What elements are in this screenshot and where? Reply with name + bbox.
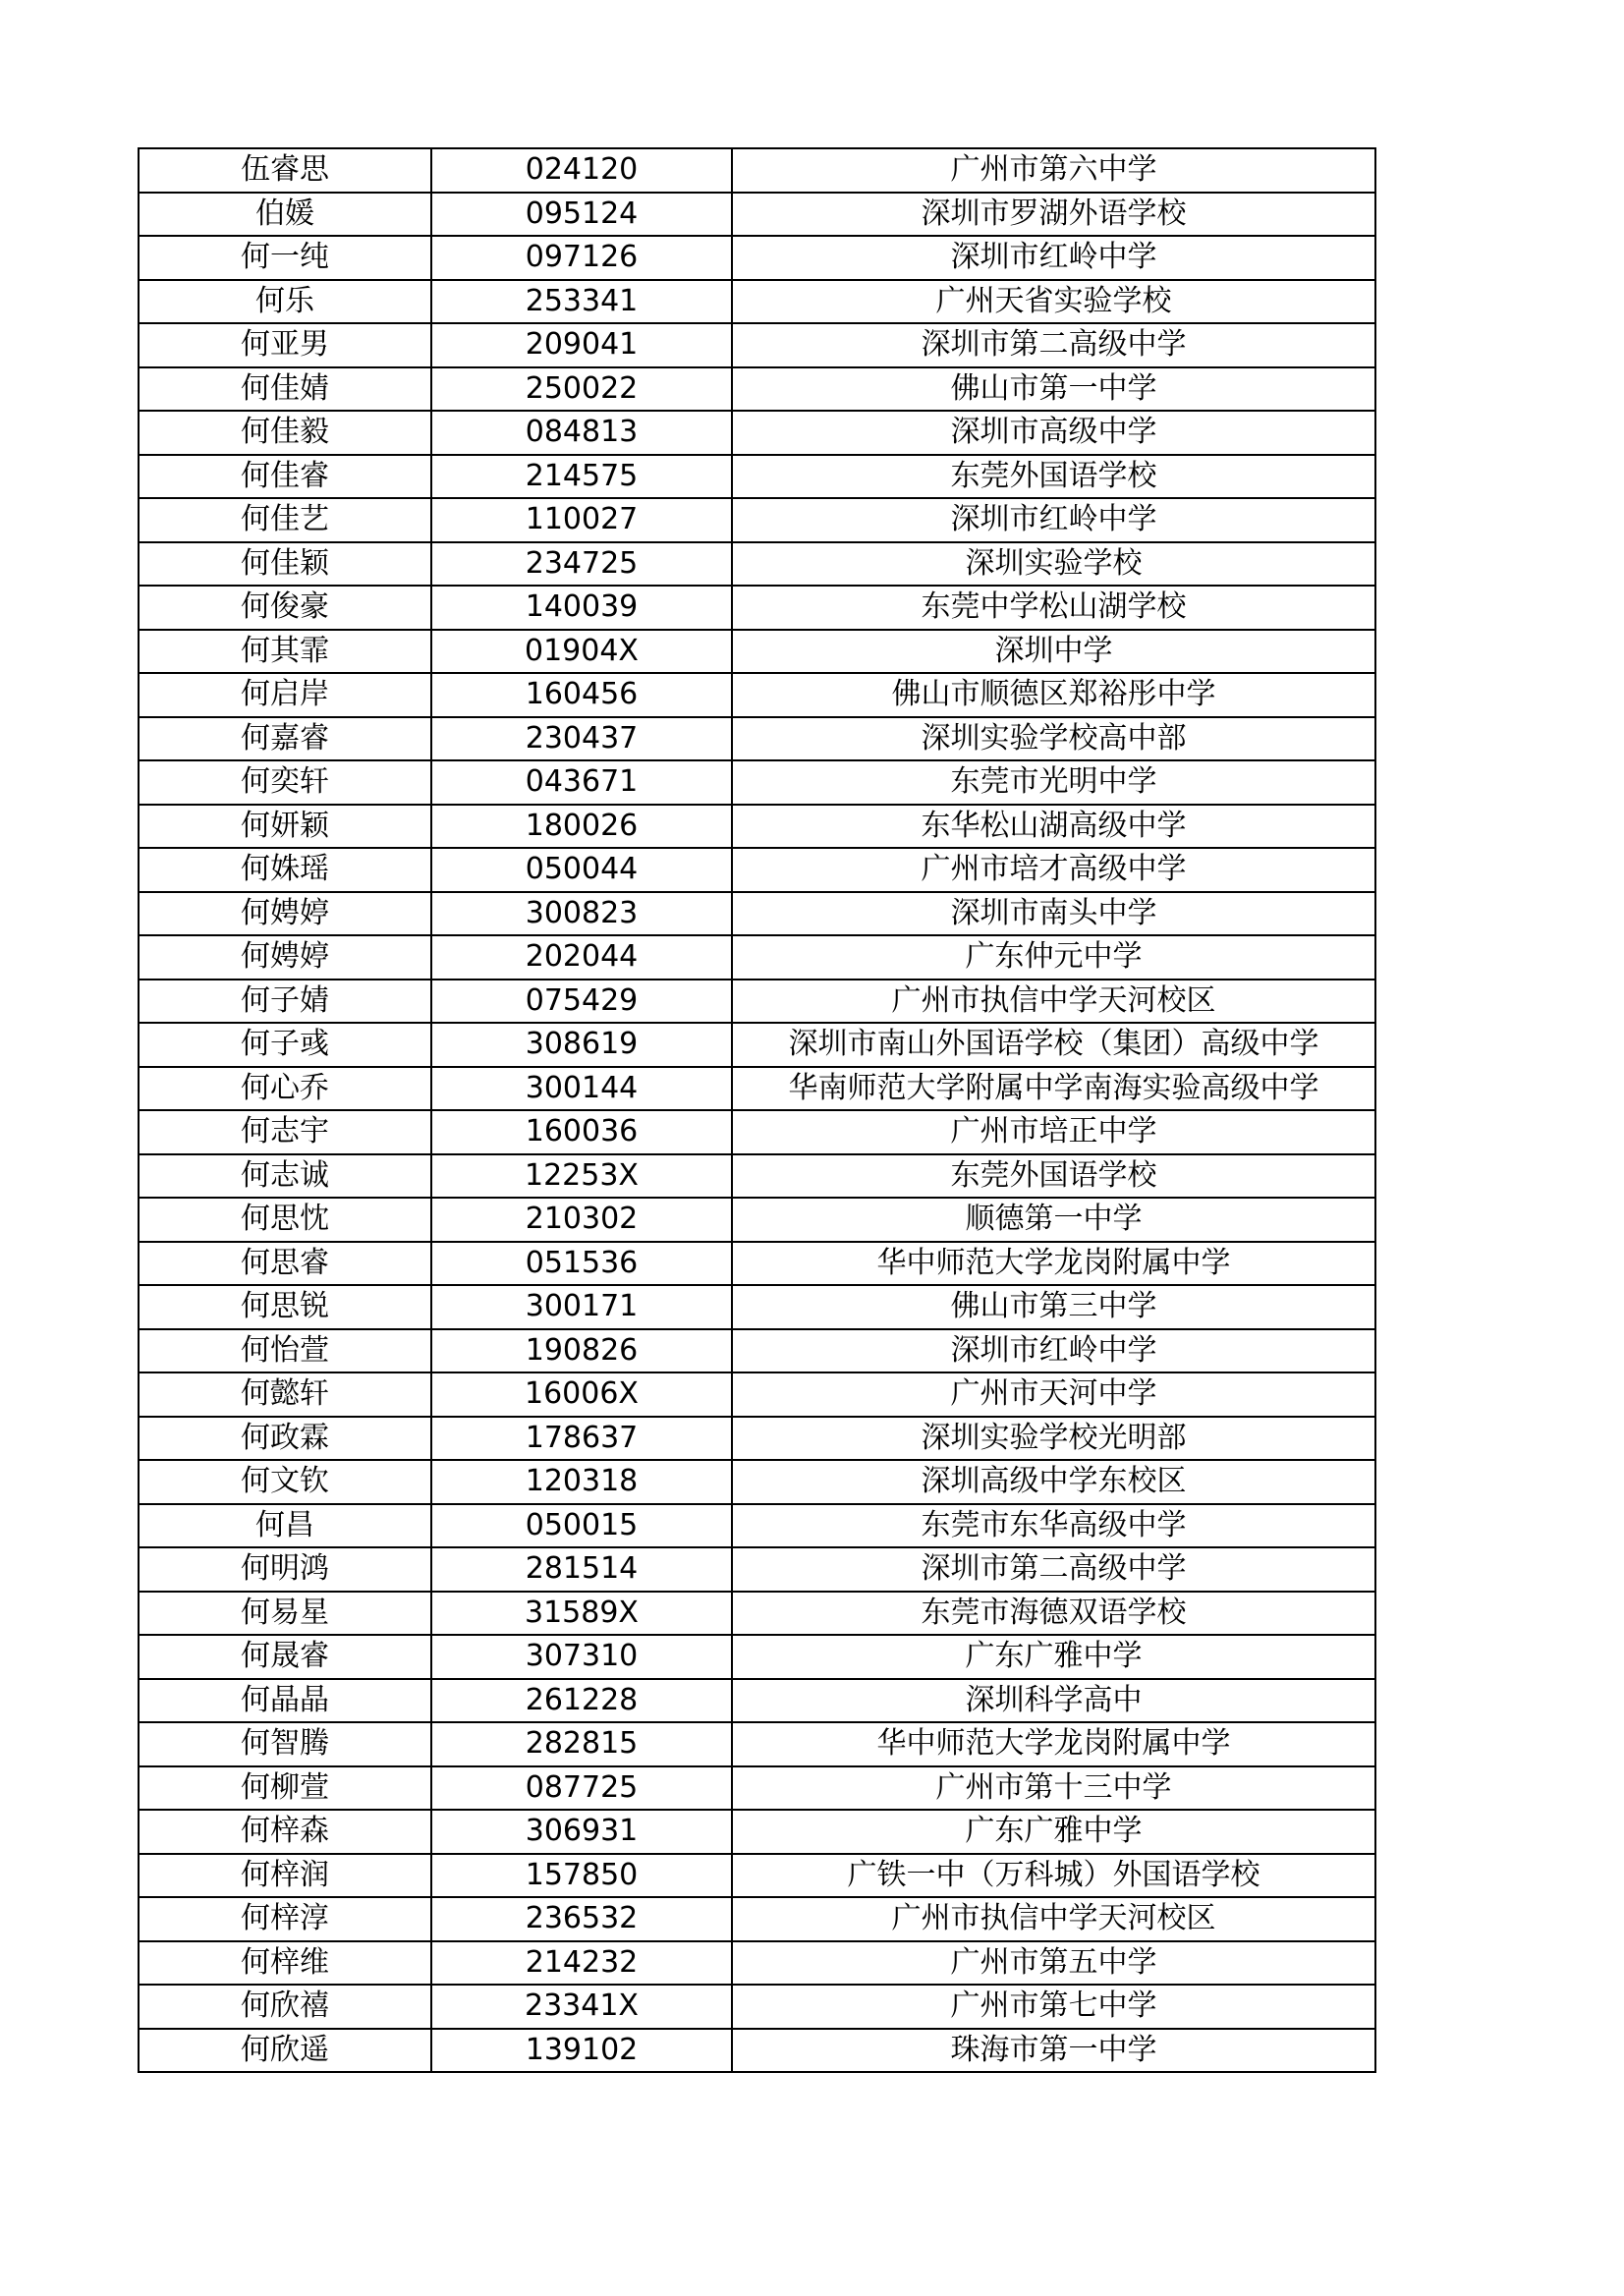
school-name-cell: 广州市天河中学	[732, 1372, 1375, 1417]
student-id-cell: 23341X	[431, 1985, 732, 2029]
student-name-cell: 伍睿思	[139, 148, 431, 193]
student-id-cell: 281514	[431, 1547, 732, 1592]
student-name-cell: 何佳婧	[139, 367, 431, 412]
student-name-cell: 何俊豪	[139, 586, 431, 630]
student-name-cell: 何欣遥	[139, 2029, 431, 2073]
table-row	[139, 236, 1375, 280]
student-name-cell: 何启岸	[139, 673, 431, 717]
school-name-cell: 东莞市东华高级中学	[732, 1504, 1375, 1548]
table-row	[139, 411, 1375, 455]
student-id-cell: 050015	[431, 1504, 732, 1548]
school-name-cell: 华中师范大学龙岗附属中学	[732, 1242, 1375, 1286]
student-name-cell: 何一纯	[139, 236, 431, 280]
student-name-cell: 何思锐	[139, 1285, 431, 1329]
school-name-cell: 东莞外国语学校	[732, 455, 1375, 499]
school-name-cell: 深圳市红岭中学	[732, 1329, 1375, 1373]
student-id-cell: 097126	[431, 236, 732, 280]
school-name-cell: 广州市第七中学	[732, 1985, 1375, 2029]
student-name-cell: 何佳艺	[139, 498, 431, 542]
student-name-cell: 何思忱	[139, 1198, 431, 1242]
table-row	[139, 2029, 1375, 2073]
table-row	[139, 1110, 1375, 1154]
student-id-cell: 210302	[431, 1198, 732, 1242]
school-name-cell: 东莞中学松山湖学校	[732, 586, 1375, 630]
student-id-cell: 043671	[431, 760, 732, 805]
table-row	[139, 760, 1375, 805]
student-id-cell: 236532	[431, 1897, 732, 1941]
table-row	[139, 1329, 1375, 1373]
student-name-cell: 何志宇	[139, 1110, 431, 1154]
school-name-cell: 广州天省实验学校	[732, 280, 1375, 324]
student-id-cell: 084813	[431, 411, 732, 455]
student-name-cell: 何梓润	[139, 1854, 431, 1898]
student-name-cell: 何娉婷	[139, 935, 431, 980]
student-id-cell: 16006X	[431, 1372, 732, 1417]
student-id-cell: 139102	[431, 2029, 732, 2073]
school-name-cell: 深圳实验学校光明部	[732, 1417, 1375, 1461]
table-row	[139, 1592, 1375, 1636]
table-row	[139, 1679, 1375, 1723]
student-id-cell: 300823	[431, 892, 732, 936]
student-name-cell: 何易星	[139, 1592, 431, 1636]
table-row	[139, 1985, 1375, 2029]
table-row	[139, 1067, 1375, 1111]
student-name-cell: 何奕轩	[139, 760, 431, 805]
student-id-cell: 253341	[431, 280, 732, 324]
school-name-cell: 深圳市红岭中学	[732, 236, 1375, 280]
student-name-cell: 何姝瑶	[139, 848, 431, 892]
roster-table-body	[139, 148, 1375, 2072]
student-name-cell: 何乐	[139, 280, 431, 324]
student-name-cell: 何懿轩	[139, 1372, 431, 1417]
student-name-cell: 何子婧	[139, 980, 431, 1024]
student-id-cell: 234725	[431, 542, 732, 587]
table-row	[139, 148, 1375, 193]
school-name-cell: 广东广雅中学	[732, 1635, 1375, 1679]
table-row	[139, 1285, 1375, 1329]
student-name-cell: 何佳颖	[139, 542, 431, 587]
school-name-cell: 东莞外国语学校	[732, 1154, 1375, 1199]
student-name-cell: 何昌	[139, 1504, 431, 1548]
school-name-cell: 深圳科学高中	[732, 1679, 1375, 1723]
student-name-cell: 何政霖	[139, 1417, 431, 1461]
student-id-cell: 307310	[431, 1635, 732, 1679]
student-name-cell: 伯媛	[139, 193, 431, 237]
school-name-cell: 华中师范大学龙岗附属中学	[732, 1722, 1375, 1766]
table-row	[139, 1154, 1375, 1199]
student-name-cell: 何晶晶	[139, 1679, 431, 1723]
school-name-cell: 佛山市第一中学	[732, 367, 1375, 412]
table-row	[139, 1460, 1375, 1504]
student-id-cell: 261228	[431, 1679, 732, 1723]
school-name-cell: 深圳市高级中学	[732, 411, 1375, 455]
school-name-cell: 广州市第六中学	[732, 148, 1375, 193]
table-row	[139, 848, 1375, 892]
student-name-cell: 何佳毅	[139, 411, 431, 455]
student-id-cell: 202044	[431, 935, 732, 980]
school-name-cell: 广州市执信中学天河校区	[732, 1897, 1375, 1941]
school-name-cell: 东莞市海德双语学校	[732, 1592, 1375, 1636]
student-id-cell: 157850	[431, 1854, 732, 1898]
school-name-cell: 华南师范大学附属中学南海实验高级中学	[732, 1067, 1375, 1111]
school-name-cell: 广州市培才高级中学	[732, 848, 1375, 892]
student-id-cell: 180026	[431, 805, 732, 849]
student-id-cell: 190826	[431, 1329, 732, 1373]
student-name-cell: 何欣禧	[139, 1985, 431, 2029]
school-name-cell: 东华松山湖高级中学	[732, 805, 1375, 849]
table-row	[139, 805, 1375, 849]
student-id-cell: 250022	[431, 367, 732, 412]
student-name-cell: 何娉婷	[139, 892, 431, 936]
table-row	[139, 673, 1375, 717]
student-id-cell: 087725	[431, 1766, 732, 1811]
student-id-cell: 024120	[431, 148, 732, 193]
student-id-cell: 051536	[431, 1242, 732, 1286]
table-row	[139, 1766, 1375, 1811]
student-name-cell: 何心乔	[139, 1067, 431, 1111]
table-row	[139, 1023, 1375, 1067]
table-row	[139, 980, 1375, 1024]
table-row	[139, 1635, 1375, 1679]
school-name-cell: 深圳市第二高级中学	[732, 1547, 1375, 1592]
table-row	[139, 1810, 1375, 1854]
table-row	[139, 1547, 1375, 1592]
student-name-cell: 何怡萱	[139, 1329, 431, 1373]
table-row	[139, 542, 1375, 587]
table-row	[139, 193, 1375, 237]
table-row	[139, 1417, 1375, 1461]
table-row	[139, 1854, 1375, 1898]
school-name-cell: 深圳实验学校	[732, 542, 1375, 587]
roster-table	[138, 147, 1376, 2073]
table-row	[139, 892, 1375, 936]
student-id-cell: 050044	[431, 848, 732, 892]
student-id-cell: 230437	[431, 717, 732, 761]
student-id-cell: 160036	[431, 1110, 732, 1154]
student-name-cell: 何思睿	[139, 1242, 431, 1286]
student-id-cell: 308619	[431, 1023, 732, 1067]
school-name-cell: 广东广雅中学	[732, 1810, 1375, 1854]
student-id-cell: 31589X	[431, 1592, 732, 1636]
table-row	[139, 630, 1375, 674]
student-id-cell: 282815	[431, 1722, 732, 1766]
table-row	[139, 1897, 1375, 1941]
student-name-cell: 何文钦	[139, 1460, 431, 1504]
student-id-cell: 178637	[431, 1417, 732, 1461]
table-row	[139, 1504, 1375, 1548]
student-id-cell: 306931	[431, 1810, 732, 1854]
student-id-cell: 209041	[431, 323, 732, 367]
school-name-cell: 佛山市顺德区郑裕彤中学	[732, 673, 1375, 717]
student-name-cell: 何梓森	[139, 1810, 431, 1854]
school-name-cell: 深圳市罗湖外语学校	[732, 193, 1375, 237]
student-id-cell: 300144	[431, 1067, 732, 1111]
school-name-cell: 顺德第一中学	[732, 1198, 1375, 1242]
student-name-cell: 何妍颖	[139, 805, 431, 849]
student-name-cell: 何明鸿	[139, 1547, 431, 1592]
student-id-cell: 214575	[431, 455, 732, 499]
school-name-cell: 深圳市南山外国语学校（集团）高级中学	[732, 1023, 1375, 1067]
school-name-cell: 深圳市南头中学	[732, 892, 1375, 936]
table-row	[139, 935, 1375, 980]
table-row	[139, 1372, 1375, 1417]
student-id-cell: 095124	[431, 193, 732, 237]
table-row	[139, 586, 1375, 630]
table-row	[139, 1198, 1375, 1242]
table-row	[139, 455, 1375, 499]
school-name-cell: 东莞市光明中学	[732, 760, 1375, 805]
school-name-cell: 广州市执信中学天河校区	[732, 980, 1375, 1024]
table-row	[139, 717, 1375, 761]
student-name-cell: 何佳睿	[139, 455, 431, 499]
school-name-cell: 深圳实验学校高中部	[732, 717, 1375, 761]
student-id-cell: 075429	[431, 980, 732, 1024]
student-id-cell: 110027	[431, 498, 732, 542]
table-row	[139, 1941, 1375, 1986]
student-id-cell: 160456	[431, 673, 732, 717]
student-name-cell: 何子彧	[139, 1023, 431, 1067]
student-name-cell: 何柳萱	[139, 1766, 431, 1811]
student-name-cell: 何梓淳	[139, 1897, 431, 1941]
table-row	[139, 323, 1375, 367]
school-name-cell: 广州市第五中学	[732, 1941, 1375, 1986]
school-name-cell: 佛山市第三中学	[732, 1285, 1375, 1329]
student-name-cell: 何智腾	[139, 1722, 431, 1766]
student-name-cell: 何嘉睿	[139, 717, 431, 761]
school-name-cell: 广铁一中（万科城）外国语学校	[732, 1854, 1375, 1898]
student-id-cell: 01904X	[431, 630, 732, 674]
student-name-cell: 何晟睿	[139, 1635, 431, 1679]
school-name-cell: 深圳市红岭中学	[732, 498, 1375, 542]
school-name-cell: 广州市第十三中学	[732, 1766, 1375, 1811]
table-row	[139, 1722, 1375, 1766]
school-name-cell: 广东仲元中学	[732, 935, 1375, 980]
student-name-cell: 何其霏	[139, 630, 431, 674]
school-name-cell: 深圳高级中学东校区	[732, 1460, 1375, 1504]
table-row	[139, 1242, 1375, 1286]
student-name-cell: 何志诚	[139, 1154, 431, 1199]
school-name-cell: 深圳中学	[732, 630, 1375, 674]
table-row	[139, 498, 1375, 542]
table-row	[139, 280, 1375, 324]
school-name-cell: 广州市培正中学	[732, 1110, 1375, 1154]
student-id-cell: 300171	[431, 1285, 732, 1329]
school-name-cell: 珠海市第一中学	[732, 2029, 1375, 2073]
student-name-cell: 何亚男	[139, 323, 431, 367]
school-name-cell: 深圳市第二高级中学	[732, 323, 1375, 367]
student-id-cell: 12253X	[431, 1154, 732, 1199]
student-id-cell: 120318	[431, 1460, 732, 1504]
student-id-cell: 140039	[431, 586, 732, 630]
student-id-cell: 214232	[431, 1941, 732, 1986]
table-row	[139, 367, 1375, 412]
student-name-cell: 何梓维	[139, 1941, 431, 1986]
